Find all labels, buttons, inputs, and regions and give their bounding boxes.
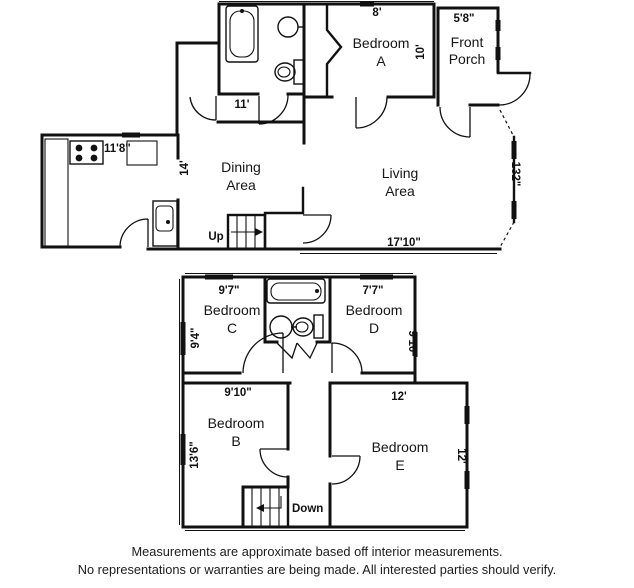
kitchen-width-dim: 11'8" <box>104 143 131 155</box>
sink-icon <box>278 17 304 37</box>
bedroom-b-label-line1: Bedroom <box>207 415 265 431</box>
bedroom-a-width-dim: 8' <box>372 7 382 19</box>
disclaimer-line1: Measurements are approximate based off interior measurements. <box>131 544 503 559</box>
bedroom-a-depth-dim: 10' <box>415 44 427 60</box>
stairs-up-label: Up <box>208 231 224 243</box>
stairs-down-label: Down <box>292 503 324 515</box>
bathtub-icon <box>226 6 258 62</box>
bedroom-c-depth-dim: 9'4" <box>190 327 202 349</box>
bedroom-d-width-dim: 7'7" <box>362 285 384 297</box>
bedroom-b-depth-dim: 13'6" <box>189 441 201 469</box>
bedroom-a-label-line1: Bedroom <box>352 35 410 51</box>
kitchen-counter <box>45 139 157 246</box>
toilet-icon <box>275 60 304 84</box>
upper-floor <box>42 2 530 254</box>
bedroom-e-label-line1: Bedroom <box>371 439 429 455</box>
bedroom-e-door <box>332 456 360 484</box>
stairs-down <box>243 487 288 527</box>
hall-width-dim: 11' <box>234 99 250 111</box>
living-width-dim: 17'10" <box>387 237 421 249</box>
living-area-label-line2: Area <box>385 183 415 199</box>
stairs-up <box>228 215 265 249</box>
bedroom-d-label-line1: Bedroom <box>345 302 403 318</box>
bedroom-b-label-line2: B <box>231 433 241 449</box>
entry-door <box>190 96 216 120</box>
bedroom-b-width-dim: 9'10" <box>224 387 252 399</box>
lower-floor <box>180 274 468 531</box>
front-porch-label-line1: Front <box>450 34 484 50</box>
bedroom-c-width-dim: 9'7" <box>218 285 240 297</box>
front-door <box>498 73 530 105</box>
bedroom-b-door <box>260 449 288 477</box>
bedroom-a-door <box>356 97 387 128</box>
bedroom-e-width-dim: 12' <box>391 391 407 403</box>
kitchen-door <box>120 219 148 247</box>
stove-icon <box>70 141 103 164</box>
living-area-label-line1: Living <box>381 165 419 181</box>
bedroom-d-depth-dim: 9'10" <box>406 330 418 358</box>
lower-toilet-icon <box>293 315 323 338</box>
dining-depth-dim: 14' <box>179 160 191 176</box>
kitchen-sink-icon <box>153 201 177 246</box>
bedroom-d-door <box>332 343 362 373</box>
dining-area-label-line2: Area <box>226 177 256 193</box>
bedroom-c-label-line2: C <box>226 320 238 336</box>
upper-floor-walls <box>42 2 514 254</box>
front-porch-label-line2: Porch <box>448 51 486 67</box>
disclaimer-line2: No representations or warranties are being made. All interested parties should verify. <box>77 561 557 577</box>
porch-living-door <box>440 107 470 137</box>
bay-window-dim: 132" <box>509 161 521 187</box>
bedroom-c-label-line1: Bedroom <box>203 302 261 318</box>
lower-bathtub-icon <box>267 279 325 303</box>
bedroom-e-label-line2: E <box>395 457 405 473</box>
bedroom-a-label-line2: A <box>376 53 386 69</box>
bedroom-d-label-line2: D <box>368 320 380 336</box>
front-porch-width-dim: 5'8" <box>453 13 475 25</box>
bedroom-c-door <box>243 333 283 373</box>
disclaimer <box>0 543 634 578</box>
dining-area-label-line1: Dining <box>221 159 261 175</box>
bedroom-e-depth-dim: 12' <box>455 448 467 464</box>
landing-door <box>303 215 331 243</box>
upper-bathroom-door <box>259 95 288 124</box>
